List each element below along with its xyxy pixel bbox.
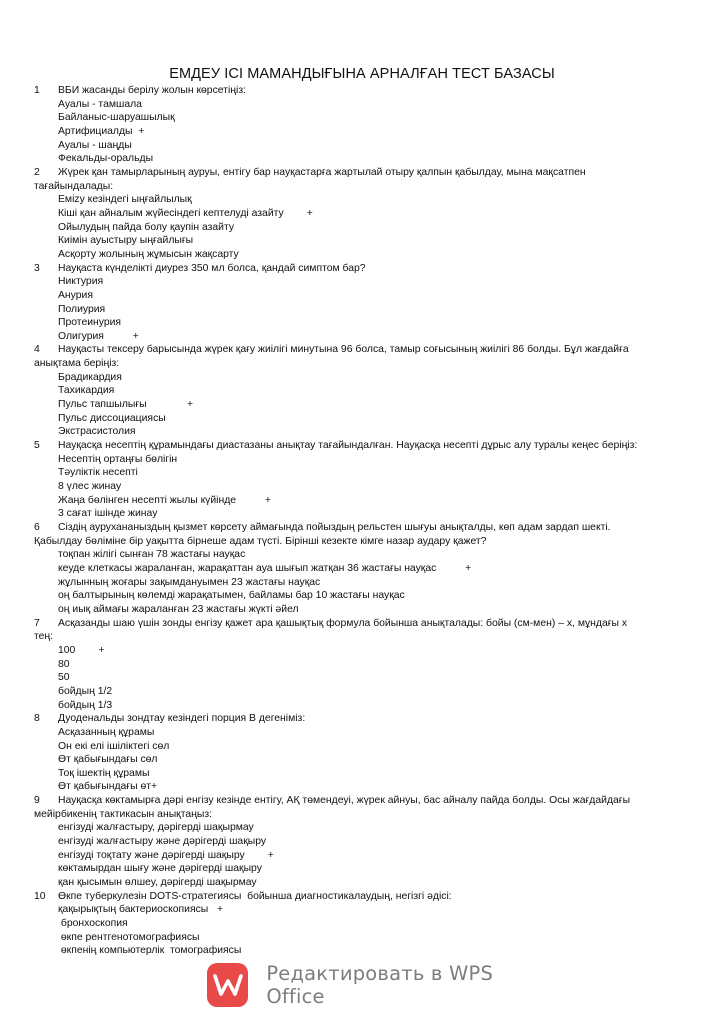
answer-option: Кіші қан айналым жүйесіндегі кептелуді азайту + [58,207,313,219]
answer-option: 80 [58,658,70,670]
answer-option: Полиурия [58,303,106,315]
question-text: Науқасқа несептің құрамындағы диастазаны анықтау тағайындалған. Науқасқа несепті дұрыс алу туралы кеңес беріңіз: [58,440,638,452]
answer-option: Тәуліктік несепті [58,467,138,479]
question-block [34,794,656,890]
answer-option: көктамырдан шығу және дәрігерді шақыру [58,863,262,875]
question-block [34,712,656,794]
question-block [34,262,656,344]
answer-option: Брадикардия [58,371,122,383]
answer-option: Олигурия + [58,330,139,342]
answer-option: Несептің ортаңғы бөлігін [58,453,178,465]
question-block [34,439,656,521]
question-text: Өкпе туберкулезін DOTS-стратегиясы бойынша диагностикалаудың, негізгі әдісі: [58,890,452,902]
answer-option: енгізуді жалғастыру, дәрігерді шақырмау [58,822,254,834]
answer-option: оң балтырының көлемді жарақатымен, байламы бар 10 жастағы науқас [58,590,405,602]
answer-option: оң иық аймағы жараланған 23 жастағы жүкті әйел [58,603,299,615]
answer-option: Фекальды-оральды [58,153,154,165]
answer-option: Пульс диссоциациясы [58,412,166,424]
question-text: тағайындалады: [34,180,114,192]
question-number: 4 [34,344,40,356]
answer-option: кеуде клеткасы жараланған, жарақаттан ауа шығып жатқан 36 жастағы науқас + [58,562,472,574]
answer-option: 8 үлес жинау [58,481,122,493]
page-title: ЕМДЕУ ІСІ МАМАНДЫҒЫНА АРНАЛҒАН ТЕСТ БАЗАСЫ [169,66,555,82]
answer-option: Анурия [58,289,93,301]
answer-option: қан қысымын өлшеу, дәрігерді шақырмау [58,877,257,889]
answer-option: бронхоскопия [58,918,128,930]
question-text: анықтама беріңіз: [34,358,120,370]
question-text: Асқазанды шаю үшін зонды енгізу қажет ара қашықтық формула бойынша анықталады: бойы (см-мен) – х, мұндағы х [58,617,628,629]
question-block [34,521,656,617]
question-text: Жүрек қан тамырларының ауруы, ентігу бар науқастарға жартылай отыру қалпын қабылдау, мына мақсатпен [58,166,586,178]
answer-option: 50 [58,672,70,684]
answer-option: тоқпан жілігі сынған 78 жастағы науқас [58,549,246,561]
answer-option: Өт қабығындағы сөл [58,754,158,766]
answer-option: Жаңа бөлінген несепті жылы күйінде + [58,494,271,506]
wps-edit-banner[interactable] [207,961,540,1009]
answer-option: енгізуді жалғастыру және дәрігерді шақыру [58,836,267,848]
question-number: 3 [34,262,40,274]
question-number: 2 [34,166,40,178]
question-number: 8 [34,713,40,725]
question-text: Қабылдау бөліміне бір уақытта бірнеше адам түсті. Бірінші кезекте кімге назар аудару қажет? [34,535,487,547]
question-text: мейірбикенің тактикасын анықтаңыз: [34,808,212,820]
answer-option: Асқазанның құрамы [58,726,155,738]
answer-option: бойдың 1/2 [58,685,113,697]
question-number: 10 [34,890,46,902]
answer-option: Өт қабығындағы өт+ [58,781,158,793]
question-block [34,84,656,166]
answer-option: Ауалы - тамшала [58,98,142,110]
wps-logo-icon[interactable] [207,963,248,1007]
question-list [34,84,656,958]
question-block [34,166,656,262]
question-text: Науқаста күнделікті диурез 350 мл болса, қандай симптом бар? [58,262,366,274]
answer-option: өкпенің компьютерлік томографиясы [58,945,242,957]
question-number: 1 [34,85,40,96]
question-block [34,343,656,439]
answer-option: Артифициалды + [58,125,145,137]
question-number: 5 [34,440,40,452]
question-number: 7 [34,617,40,629]
question-text: Сіздің аурухананыздың қызмет көрсету аймағында пойыздың рельстен шығуы анықталды, көп адам зардап шекті. [58,522,611,533]
question-number: 9 [34,795,40,807]
question-text: Науқасқа көктамырға дәрі енгізу кезінде ентігу, АҚ төмендеуі, жүрек айнуы, бас айналу пайда болды. Осы жағдайдағы [58,795,631,807]
answer-option: Экстрасистолия [58,426,136,438]
question-block [34,617,656,713]
question-block [34,890,656,958]
answer-option: Никтурия [58,276,104,288]
answer-option: Протеинурия [58,317,122,329]
question-text: ВБИ жасанды берілу жолын көрсетіңіз: [58,85,246,96]
answer-option: Тоқ ішектің құрамы [58,767,150,779]
answer-option: 3 сағат ішінде жинау [58,508,158,520]
question-text: Науқасты тексеру барысында жүрек қағу жиілігі минутына 96 болса, тамыр соғысының жиілігі 86 болды. Бұл жағдайға [58,344,629,356]
answer-option: қақырықтың бактериоскопиясы + [58,904,224,916]
answer-option: Еміzу кезіндегі ыңғайлылық [58,194,192,206]
answer-option: жұлынның жоғары зақымдануымен 23 жастағы науқас [58,576,321,588]
answer-option: бойдың 1/3 [58,699,113,711]
answer-option: 100 + [58,644,105,656]
answer-option: Киімін ауыстыру ыңғайлығы [58,235,194,247]
answer-option: Он екі елі ішіліктегі сөл [58,740,170,752]
question-text: Дуоденальды зондтау кезіндегі порция В дегеніміз: [58,713,306,725]
question-number: 6 [34,522,40,533]
answer-option: Тахикардия [58,385,115,397]
question-text: тең: [34,631,54,643]
answer-option: Пульс тапшылығы + [58,399,194,411]
answer-option: енгізуді тоқтату және дәрігерді шақыру + [58,849,274,861]
answer-option: Асқорту жолының жұмысын жақсарту [58,248,239,260]
answer-option: Ауалы - шаңды [58,139,132,151]
answer-option: Ойылудың пайда болу қаупін азайту [58,221,235,233]
wps-edit-link[interactable]: Редактировать в WPS Office [266,962,494,1008]
answer-option: Байланыс-шаруашылық [58,112,175,124]
answer-option: өкпе рентгенотомографиясы [58,931,200,943]
